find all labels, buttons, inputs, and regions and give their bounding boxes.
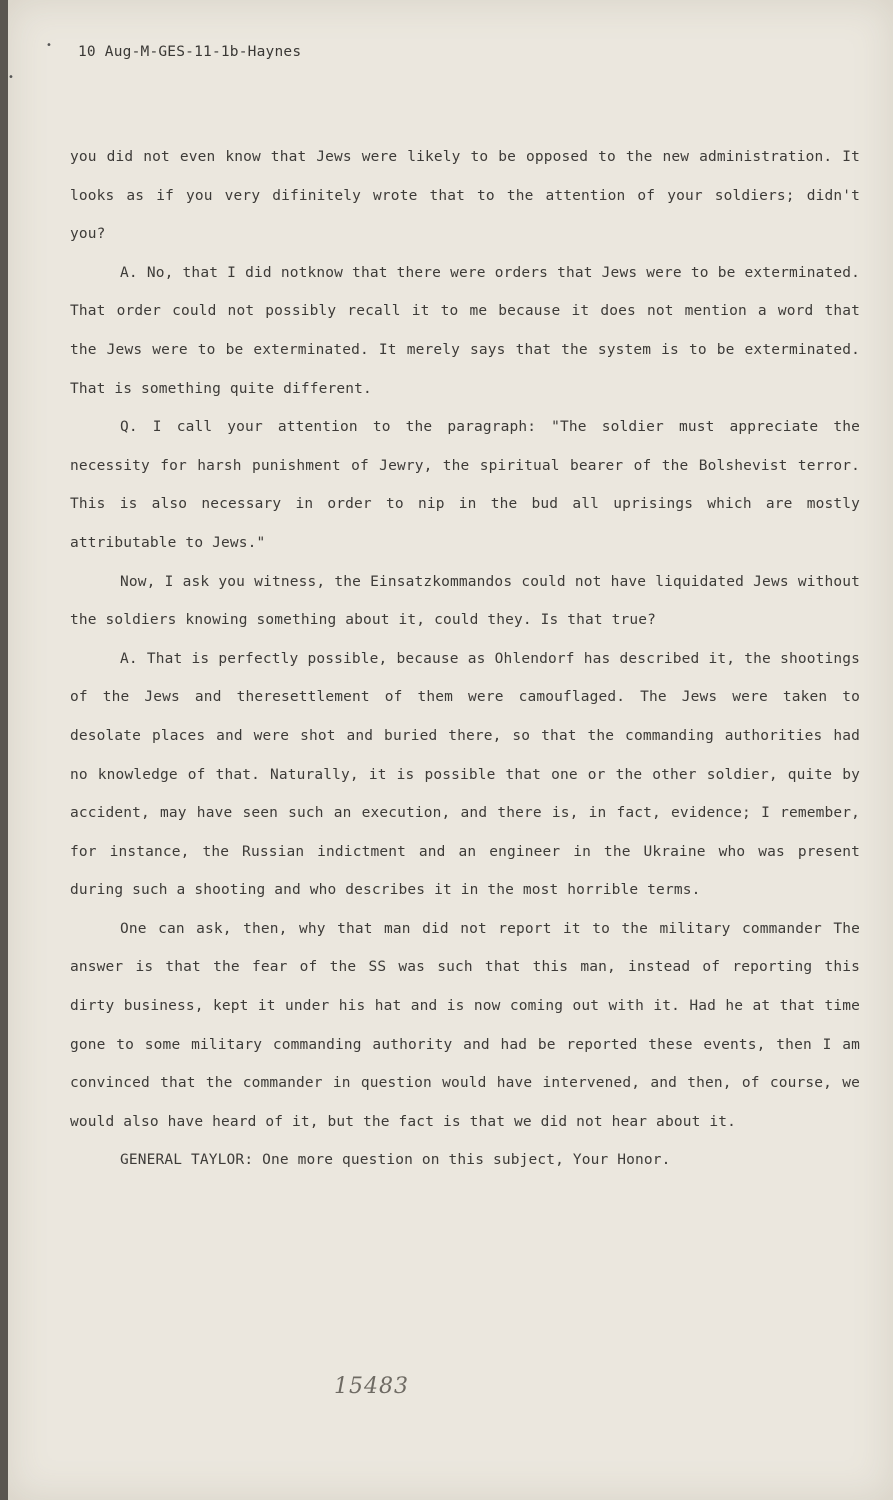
- paragraph: A. No, that I did notknow that there were orders that Jews were to be exterminated. That order could not possibly recall it to me because it does not mention a word that the Jews were to be exterminated. It merely says that the system is to be exterminated. That is something quite different.: [70, 264, 860, 397]
- handwritten-page-number: 15483: [334, 1374, 409, 1399]
- paragraph: Now, I ask you witness, the Einsatzkommandos could not have liquidated Jews without the soldiers knowing something about it, could they. Is that true?: [70, 573, 860, 629]
- paragraph: A. That is perfectly possible, because as Ohlendorf has described it, the shootings of the Jews and theresettlement of them were camouflaged. The Jews were taken to desolate places and were shot and buried there, so that the commanding authorities had no knowledge of that. Naturally, it is possible that one or the other soldier, quite by accident, may have seen such an execution, and there is, in fact, evidence; I remember, for instance, the Russian indictment and an engineer in the Ukraine who was present during such a shooting and who describes it in the most horrible terms.: [70, 650, 860, 899]
- margin-mark: •: [8, 72, 14, 83]
- document-page: [8, 0, 893, 1500]
- paragraph: GENERAL TAYLOR: One more question on this subject, Your Honor.: [120, 1152, 671, 1169]
- paragraph: Q. I call your attention to the paragraph: "The soldier must appreciate the necessity for harsh punishment of Jewry, the spiritual bearer of the Bolshevist terror. This is also necessary in order to nip in the bud all uprisings which are mostly attributable to Jews.": [70, 419, 860, 551]
- margin-mark: •: [46, 40, 52, 51]
- paragraph: One can ask, then, why that man did not report it to the military commander The answer is that the fear of the SS was such that this man, instead of reporting this dirty business, kept it under his hat and is now coming out with it. Had he at that time gone to some military commanding authority and had be reported these events, then I am convinced that the commander in question would have intervened, and then, of course, we would also have heard of it, but the fact is that we did not hear about it.: [70, 920, 860, 1130]
- transcript-body: [70, 138, 860, 1180]
- paragraph: you did not even know that Jews were likely to be opposed to the new administration. It looks as if you very difinitely wrote that to the attention of your soldiers; didn't you?: [70, 149, 860, 243]
- document-reference: 10 Aug-M-GES-11-1b-Haynes: [78, 44, 302, 60]
